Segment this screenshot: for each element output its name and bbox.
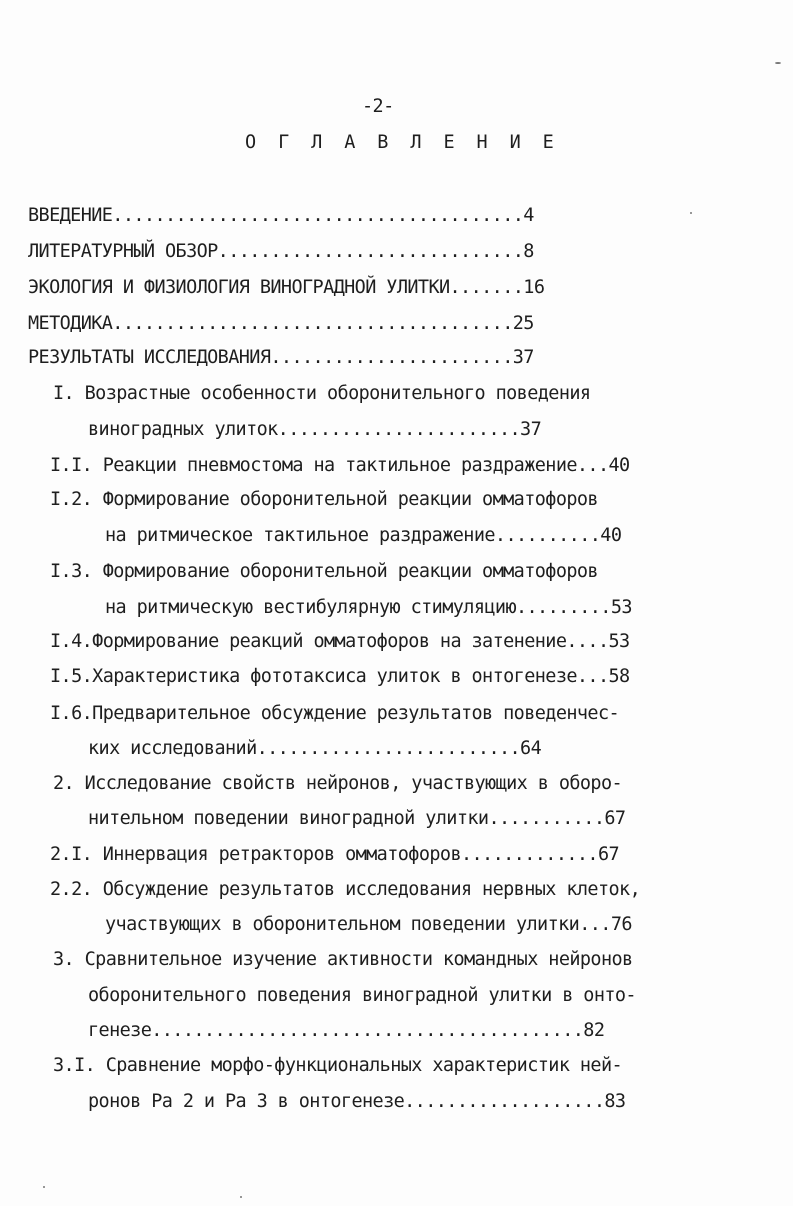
toc-entry: генезе.........................................82 — [88, 1020, 605, 1041]
toc-entry: участвующих в оборонительном поведении улитки...76 — [105, 914, 632, 935]
scan-speck — [775, 62, 781, 64]
toc-entry: I.5.Характеристика фототаксиса улиток в онтогенезе...58 — [50, 666, 630, 687]
toc-entry: оборонительного поведения виноградной улитки в онто- — [88, 985, 636, 1006]
toc-entry: I.3. Формирование оборонительной реакции омматофоров — [50, 561, 598, 582]
toc-entry: 2.I. Иннервация ретракторов омматофоров.............67 — [50, 844, 620, 865]
toc-entry: на ритмическое тактильное раздражение..........40 — [105, 525, 622, 546]
toc-entry: на ритмическую вестибулярную стимуляцию.........53 — [105, 597, 632, 618]
scan-speck — [43, 1186, 45, 1188]
toc-entry: 3.I. Сравнение морфо-функциональных характеристик ней- — [53, 1055, 623, 1076]
toc-entry: I.2. Формирование оборонительной реакции омматофоров — [50, 489, 598, 510]
toc-entry: ЛИТЕРАТУРНЫЙ ОБЗОР.............................8 — [28, 241, 534, 262]
toc-entry: нительном поведении виноградной улитки...........67 — [88, 808, 626, 829]
toc-entry: I.4.Формирование реакций омматофоров на затенение....53 — [50, 631, 630, 652]
page-number: -2- — [362, 96, 394, 117]
toc-entry: ких исследований.........................64 — [88, 738, 542, 759]
toc-entry: I.6.Предварительное обсуждение результатов поведенчес- — [50, 703, 620, 724]
toc-entry: I.I. Реакции пневмостома на тактильное раздражение...40 — [50, 455, 630, 476]
toc-entry: 2.2. Обсуждение результатов исследования нервных клеток, — [50, 879, 641, 900]
toc-entry: I. Возрастные особенности оборонительного поведения — [53, 383, 591, 404]
scan-speck — [240, 1196, 242, 1198]
toc-entry: 2. Исследование свойств нейронов, участвующих в оборо- — [53, 773, 623, 794]
toc-entry: ВВЕДЕНИЕ.......................................4 — [28, 205, 534, 226]
toc-entry: ЭКОЛОГИЯ И ФИЗИОЛОГИЯ ВИНОГРАДНОЙ УЛИТКИ.......16 — [28, 277, 545, 298]
scan-speck — [690, 212, 692, 214]
toc-title: О Г Л А В Л Е Н И Е — [245, 132, 560, 153]
toc-entry: МЕТОДИКА......................................25 — [28, 313, 534, 334]
toc-entry: РЕЗУЛЬТАТЫ ИССЛЕДОВАНИЯ.......................37 — [28, 347, 534, 368]
toc-entry: 3. Сравнительное изучение активности командных нейронов — [53, 949, 633, 970]
toc-entry: виноградных улиток.......................37 — [88, 419, 542, 440]
toc-entry: ронов Pa 2 и Pa 3 в онтогенезе...................83 — [88, 1091, 626, 1112]
